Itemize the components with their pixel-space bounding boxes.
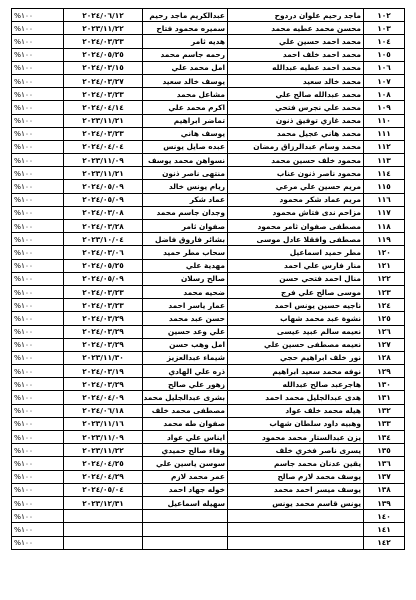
percent-cell: %١٠٠: [12, 510, 64, 523]
date-cell: ٢٠٢٣/١١/٢٢: [64, 22, 143, 35]
date-cell: [64, 510, 143, 523]
guardian-name-cell: وفاء صالح حميدي: [143, 444, 228, 457]
student-name-cell: هيله محمد خلف عواد: [228, 404, 364, 417]
guardian-name-cell: عبدالكريم ماجد رحيم: [143, 9, 228, 22]
row-number-cell: ١٣٧: [364, 470, 405, 483]
percent-cell: %١٠٠: [12, 417, 64, 430]
row-number-cell: ١٣٦: [364, 457, 405, 470]
percent-cell: %١٠٠: [12, 127, 64, 140]
table-row: [12, 299, 405, 312]
percent-cell: %١٠٠: [12, 167, 64, 180]
percent-cell: %١٠٠: [12, 299, 64, 312]
row-number-cell: ١٣٤: [364, 431, 405, 444]
date-cell: ٢٠٢٤/٠٣/١٩: [64, 365, 143, 378]
table-row: [12, 536, 405, 549]
table-row: [12, 167, 405, 180]
guardian-name-cell: [143, 536, 228, 549]
row-number-cell: ١٠٦: [364, 61, 405, 74]
student-name-cell: محمود ناصر ذنون عناب: [228, 167, 364, 180]
guardian-name-cell: [143, 510, 228, 523]
date-cell: ٢٠٢٣/١١/٢٢: [64, 444, 143, 457]
date-cell: ٢٠٢٤/٠٥/٠٩: [64, 272, 143, 285]
guardian-name-cell: سحاب مطر حميد: [143, 246, 228, 259]
date-cell: ٢٠٢٤/٠٥/٠٤: [64, 483, 143, 496]
student-name-cell: نوفه محمد سعيد ابراهيم: [228, 365, 364, 378]
student-name-cell: نعيمه مصطفى حسين علي: [228, 338, 364, 351]
date-cell: ٢٠٢٣/١١/١٦: [64, 417, 143, 430]
row-number-cell: ١٣٨: [364, 483, 405, 496]
student-name-cell: منار فارس علي احمد: [228, 259, 364, 272]
student-name-cell: ناجيه حسين يونس احمد: [228, 299, 364, 312]
date-cell: ٢٠٢٤/٠٥/٠٩: [64, 193, 143, 206]
guardian-name-cell: شيماء عبدالعزيز: [143, 351, 228, 364]
date-cell: ٢٠٢٤/٠٥/٠٩: [64, 180, 143, 193]
table-row: [12, 523, 405, 536]
table-row: [12, 127, 405, 140]
row-number-cell: ١١٧: [364, 206, 405, 219]
table-row: [12, 9, 405, 22]
student-name-cell: محمد عبدالله صالح علي: [228, 88, 364, 101]
row-number-cell: ١٣٠: [364, 378, 405, 391]
date-cell: ٢٠٢٤/٠٣/٠٦: [64, 246, 143, 259]
table-row: [12, 431, 405, 444]
date-cell: ٢٠٢٤/٠٦/١٨: [64, 404, 143, 417]
student-name-cell: منال احمد فتحي حسن: [228, 272, 364, 285]
table-row: [12, 233, 405, 246]
percent-cell: %١٠٠: [12, 470, 64, 483]
guardian-name-cell: تماضر ابراهيم: [143, 114, 228, 127]
percent-cell: %١٠٠: [12, 444, 64, 457]
date-cell: ٢٠٢٤/٠٣/٢٣: [64, 285, 143, 298]
row-number-cell: ١٣١: [364, 391, 405, 404]
table-row: [12, 351, 405, 364]
table-row: [12, 206, 405, 219]
guardian-name-cell: خوله جهاد احمد: [143, 483, 228, 496]
guardian-name-cell: سميره محمود فتاح: [143, 22, 228, 35]
row-number-cell: ١٠٢: [364, 9, 405, 22]
date-cell: ٢٠٢٤/٠٤/١٤: [64, 101, 143, 114]
percent-cell: %١٠٠: [12, 246, 64, 259]
row-number-cell: ١٢٥: [364, 312, 405, 325]
percent-cell: %١٠٠: [12, 220, 64, 233]
row-number-cell: ١٢٨: [364, 351, 405, 364]
student-name-cell: يوسف محمد لازم صالح: [228, 470, 364, 483]
date-cell: ٢٠٢٤/٠٣/٢٩: [64, 325, 143, 338]
percent-cell: %١٠٠: [12, 483, 64, 496]
table-row: [12, 220, 405, 233]
date-cell: [64, 536, 143, 549]
student-name-cell: نعيمه سالم عبيد عيسى: [228, 325, 364, 338]
guardian-name-cell: سوسن ياسين علي: [143, 457, 228, 470]
records-table-body: [12, 9, 405, 550]
guardian-name-cell: امل محمد علي: [143, 61, 228, 74]
student-name-cell: محسن محمد عطيه محمد: [228, 22, 364, 35]
date-cell: ٢٠٢٣/١١/٠٩: [64, 154, 143, 167]
table-row: [12, 154, 405, 167]
percent-cell: %١٠٠: [12, 431, 64, 444]
guardian-name-cell: عماد شكر: [143, 193, 228, 206]
table-row: [12, 114, 405, 127]
table-row: [12, 272, 405, 285]
date-cell: ٢٠٢٣/١١/٢١: [64, 167, 143, 180]
percent-cell: %١٠٠: [12, 233, 64, 246]
guardian-name-cell: صالح رسلان: [143, 272, 228, 285]
percent-cell: %١٠٠: [12, 35, 64, 48]
row-number-cell: ١١٨: [364, 220, 405, 233]
table-row: [12, 391, 405, 404]
table-row: [12, 246, 405, 259]
date-cell: ٢٠٢٤/٠٣/٢٣: [64, 299, 143, 312]
guardian-name-cell: مشاعل محمد: [143, 88, 228, 101]
row-number-cell: ١٠٣: [364, 22, 405, 35]
percent-cell: %١٠٠: [12, 88, 64, 101]
guardian-name-cell: سهيله اسماعيل: [143, 496, 228, 509]
student-name-cell: [228, 523, 364, 536]
table-row: [12, 61, 405, 74]
row-number-cell: ١٠٨: [364, 88, 405, 101]
percent-cell: %١٠٠: [12, 312, 64, 325]
guardian-name-cell: رحمه جاسم محمد: [143, 48, 228, 61]
date-cell: ٢٠٢٣/١٠/٠٤: [64, 233, 143, 246]
guardian-name-cell: وجدان جاسم محمد: [143, 206, 228, 219]
row-number-cell: ١٢٧: [364, 338, 405, 351]
percent-cell: %١٠٠: [12, 351, 64, 364]
percent-cell: %١٠٠: [12, 180, 64, 193]
date-cell: ٢٠٢٤/٠٤/٢٩: [64, 470, 143, 483]
student-name-cell: مطر حميد اسماعيل: [228, 246, 364, 259]
guardian-name-cell: زهور علي صالح: [143, 378, 228, 391]
percent-cell: %١٠٠: [12, 101, 64, 114]
student-name-cell: يوسف ميسر احمد محمد: [228, 483, 364, 496]
date-cell: ٢٠٢٤/٠٥/٢٥: [64, 259, 143, 272]
student-name-cell: محمد احمد عطيه عبدالله: [228, 61, 364, 74]
table-row: [12, 101, 405, 114]
row-number-cell: ١٠٥: [364, 48, 405, 61]
date-cell: ٢٠٢٤/٠٤/٢٥: [64, 457, 143, 470]
guardian-name-cell: ريام يونس خالد: [143, 180, 228, 193]
row-number-cell: ١٤١: [364, 523, 405, 536]
table-row: [12, 325, 405, 338]
table-row: [12, 404, 405, 417]
guardian-name-cell: يوسف خالد سعيد: [143, 74, 228, 87]
date-cell: ٢٠٢٤/٠٥/٢٥: [64, 48, 143, 61]
percent-cell: %١٠٠: [12, 206, 64, 219]
student-name-cell: مزاحم ندى فتاش محمود: [228, 206, 364, 219]
row-number-cell: ١٤٢: [364, 536, 405, 549]
student-name-cell: نشوة عبد محمد شهاب: [228, 312, 364, 325]
guardian-name-cell: عبده صايل يونس: [143, 140, 228, 153]
guardian-name-cell: صفوان ثامر: [143, 220, 228, 233]
row-number-cell: ١١٢: [364, 140, 405, 153]
student-name-cell: يقين عدنان محمد جاسم: [228, 457, 364, 470]
percent-cell: %١٠٠: [12, 9, 64, 22]
table-row: [12, 88, 405, 101]
row-number-cell: ١١٩: [364, 233, 405, 246]
student-name-cell: محمد غازي توفيق ذنون: [228, 114, 364, 127]
date-cell: ٢٠٢٣/١١/٠٩: [64, 431, 143, 444]
guardian-name-cell: مهدية علي: [143, 259, 228, 272]
percent-cell: %١٠٠: [12, 140, 64, 153]
guardian-name-cell: منتهى ناصر ذنون: [143, 167, 228, 180]
row-number-cell: ١١٠: [364, 114, 405, 127]
percent-cell: %١٠٠: [12, 22, 64, 35]
table-row: [12, 140, 405, 153]
table-row: [12, 365, 405, 378]
row-number-cell: ١٠٧: [364, 74, 405, 87]
student-name-cell: موسى صالح علي فرج: [228, 285, 364, 298]
student-name-cell: محمد خالد سعيد: [228, 74, 364, 87]
guardian-name-cell: اكرم محمد علي: [143, 101, 228, 114]
guardian-name-cell: عمر محمد لازم: [143, 470, 228, 483]
guardian-name-cell: صفوان طه محمد: [143, 417, 228, 430]
percent-cell: %١٠٠: [12, 285, 64, 298]
row-number-cell: ١٣٣: [364, 417, 405, 430]
student-name-cell: يسرى ناصر فخري خلف: [228, 444, 364, 457]
row-number-cell: ١٤٠: [364, 510, 405, 523]
percent-cell: %١٠٠: [12, 74, 64, 87]
date-cell: ٢٠٢٤/٠٣/٢٧: [64, 74, 143, 87]
table-row: [12, 259, 405, 272]
guardian-name-cell: امل وهب حسن: [143, 338, 228, 351]
percent-cell: %١٠٠: [12, 338, 64, 351]
table-row: [12, 483, 405, 496]
row-number-cell: ١٣٥: [364, 444, 405, 457]
date-cell: ٢٠٢٤/٠٦/١٢: [64, 9, 143, 22]
guardian-name-cell: علي وعد حسين: [143, 325, 228, 338]
date-cell: ٢٠٢٤/٠٣/٢٨: [64, 220, 143, 233]
student-name-cell: هدى عبدالجليل محمد احمد: [228, 391, 364, 404]
row-number-cell: ١٢١: [364, 259, 405, 272]
row-number-cell: ١١٥: [364, 180, 405, 193]
percent-cell: %١٠٠: [12, 114, 64, 127]
date-cell: ٢٠٢٤/٠٣/٢٩: [64, 338, 143, 351]
table-row: [12, 193, 405, 206]
student-name-cell: نور خلف ابراهيم حجي: [228, 351, 364, 364]
percent-cell: %١٠٠: [12, 391, 64, 404]
student-name-cell: مصطفى وافقلا عادل موسى: [228, 233, 364, 246]
student-name-cell: وهبيه داود سلطان شهاب: [228, 417, 364, 430]
date-cell: ٢٠٢٤/٠٣/٢٣: [64, 88, 143, 101]
student-name-cell: محمد وسام عبدالرزاق رمضان: [228, 140, 364, 153]
table-row: [12, 180, 405, 193]
table-row: [12, 285, 405, 298]
row-number-cell: ١٢٣: [364, 285, 405, 298]
student-name-cell: ماجد رحيم علوان دردوح: [228, 9, 364, 22]
student-name-cell: محمد احمد حسين علي: [228, 35, 364, 48]
row-number-cell: ١٣٩: [364, 496, 405, 509]
percent-cell: %١٠٠: [12, 48, 64, 61]
percent-cell: %١٠٠: [12, 61, 64, 74]
row-number-cell: ١٢٦: [364, 325, 405, 338]
guardian-name-cell: نسواهن محمد يوسف: [143, 154, 228, 167]
date-cell: ٢٠٢٣/١٢/٣١: [64, 496, 143, 509]
student-name-cell: محمد هاني عجيل محمد: [228, 127, 364, 140]
date-cell: ٢٠٢٤/٠٤/٠٩: [64, 391, 143, 404]
guardian-name-cell: [143, 523, 228, 536]
guardian-name-cell: يوسف هاني: [143, 127, 228, 140]
guardian-name-cell: عمار ياسر احمد: [143, 299, 228, 312]
records-table: [11, 8, 405, 550]
percent-cell: %١٠٠: [12, 272, 64, 285]
guardian-name-cell: حسن عبد محمد: [143, 312, 228, 325]
student-name-cell: محمد احمد خلف احمد: [228, 48, 364, 61]
percent-cell: %١٠٠: [12, 536, 64, 549]
percent-cell: %١٠٠: [12, 154, 64, 167]
row-number-cell: ١١٤: [364, 167, 405, 180]
table-row: [12, 510, 405, 523]
table-row: [12, 457, 405, 470]
table-row: [12, 378, 405, 391]
row-number-cell: ١١٦: [364, 193, 405, 206]
student-name-cell: [228, 510, 364, 523]
table-row: [12, 496, 405, 509]
table-row: [12, 470, 405, 483]
row-number-cell: ١٢٢: [364, 272, 405, 285]
guardian-name-cell: ضحيه محمد: [143, 285, 228, 298]
row-number-cell: ١١١: [364, 127, 405, 140]
student-name-cell: [228, 536, 364, 549]
row-number-cell: ١١٣: [364, 154, 405, 167]
table-row: [12, 444, 405, 457]
guardian-name-cell: مصطفى محمد خلف: [143, 404, 228, 417]
percent-cell: %١٠٠: [12, 496, 64, 509]
table-row: [12, 417, 405, 430]
row-number-cell: ١٢٤: [364, 299, 405, 312]
guardian-name-cell: ايناس علي عواد: [143, 431, 228, 444]
percent-cell: %١٠٠: [12, 378, 64, 391]
date-cell: ٢٠٢٣/١١/٣٠: [64, 351, 143, 364]
guardian-name-cell: ذره علي الهادي: [143, 365, 228, 378]
date-cell: ٢٠٢٤/٠٤/٠٤: [64, 140, 143, 153]
date-cell: ٢٠٢٤/٠٣/٢٣: [64, 35, 143, 48]
percent-cell: %١٠٠: [12, 325, 64, 338]
row-number-cell: ١٢٩: [364, 365, 405, 378]
guardian-name-cell: بشرى عبدالجليل محمد: [143, 391, 228, 404]
percent-cell: %١٠٠: [12, 523, 64, 536]
student-name-cell: هاجرعبد صالح عبدالله: [228, 378, 364, 391]
guardian-name-cell: بشائر فاروق فاضل: [143, 233, 228, 246]
table-row: [12, 22, 405, 35]
row-number-cell: ١٠٤: [364, 35, 405, 48]
student-name-cell: محمد علي نجرس فتحي: [228, 101, 364, 114]
student-name-cell: يزن عبدالستار محمد محمود: [228, 431, 364, 444]
table-row: [12, 35, 405, 48]
percent-cell: %١٠٠: [12, 457, 64, 470]
date-cell: ٢٠٢٤/٠٣/٠٨: [64, 206, 143, 219]
date-cell: [64, 523, 143, 536]
date-cell: ٢٠٢٤/٠٣/٢٩: [64, 312, 143, 325]
document-sheet: [11, 8, 404, 550]
row-number-cell: ١٠٩: [364, 101, 405, 114]
percent-cell: %١٠٠: [12, 193, 64, 206]
table-row: [12, 48, 405, 61]
date-cell: ٢٠٢٣/١١/٢١: [64, 114, 143, 127]
table-row: [12, 338, 405, 351]
percent-cell: %١٠٠: [12, 404, 64, 417]
student-name-cell: مصطفى صفوان ثامر محمود: [228, 220, 364, 233]
student-name-cell: مريم حسين علي مرعي: [228, 180, 364, 193]
date-cell: ٢٠٢٤/٠٣/٢٩: [64, 378, 143, 391]
percent-cell: %١٠٠: [12, 259, 64, 272]
percent-cell: %١٠٠: [12, 365, 64, 378]
student-name-cell: محمود خلف حسين محمد: [228, 154, 364, 167]
row-number-cell: ١٢٠: [364, 246, 405, 259]
table-row: [12, 312, 405, 325]
student-name-cell: مريم عماد شكر محمود: [228, 193, 364, 206]
date-cell: ٢٠٢٤/٠٣/٢٣: [64, 127, 143, 140]
date-cell: ٢٠٢٤/٠٣/١٥: [64, 61, 143, 74]
row-number-cell: ١٣٢: [364, 404, 405, 417]
guardian-name-cell: هديه ثامر: [143, 35, 228, 48]
table-row: [12, 74, 405, 87]
student-name-cell: يونس قاسم محمد يونس: [228, 496, 364, 509]
